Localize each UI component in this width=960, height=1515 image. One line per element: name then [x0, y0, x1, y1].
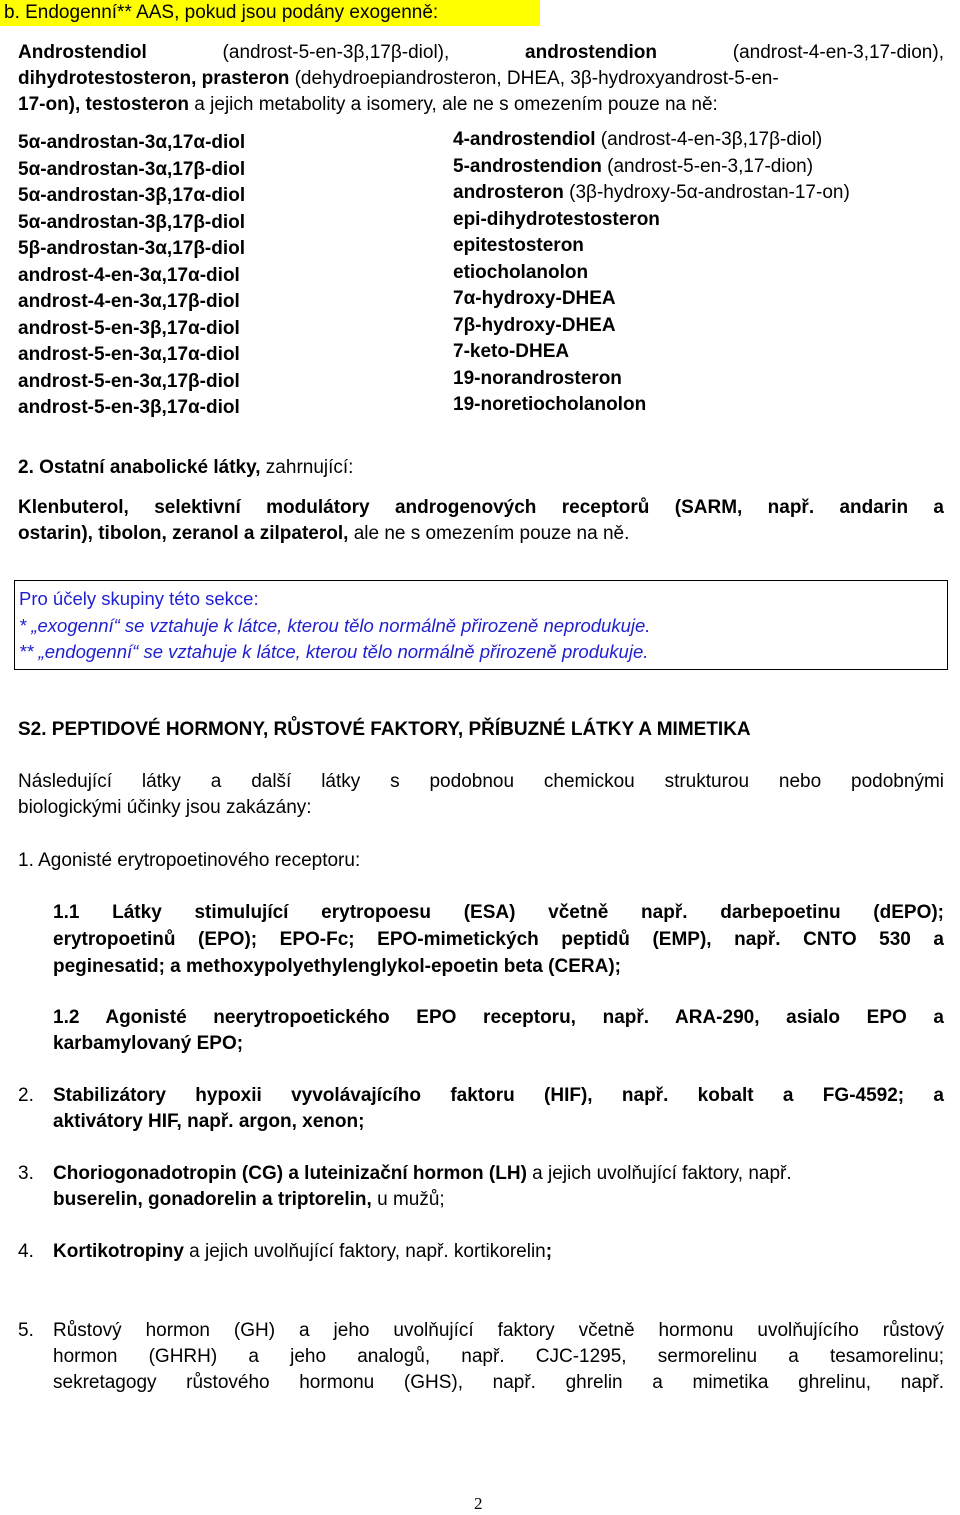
s2-item-1-1-line-3: peginesatid; a methoxypolyethylenglykol-epoetin beta (CERA); [53, 956, 621, 977]
intro-line-3 [18, 92, 718, 118]
right-compound-list [453, 127, 850, 419]
s2-intro-line-1: Následující látky a další látky s podobnou chemickou strukturou nebo podobnými [18, 771, 944, 792]
androstendiol-formula: (androst-5-en-3β,17β-diol), [222, 42, 450, 63]
compound-name: 4-androstendiol [453, 129, 596, 150]
intro-line-2 [18, 66, 779, 92]
page-number: 2 [474, 1494, 483, 1513]
section-2-title [18, 455, 353, 481]
section-2-title-bold: 2. Ostatní anabolické látky, [18, 457, 261, 478]
s2-item-3-line-1 [53, 1161, 792, 1187]
list-item: 5α-androstan-3α,17α-diol [18, 132, 246, 153]
list-item: 5α-androstan-3β,17α-diol [18, 185, 246, 206]
list-item [453, 260, 850, 287]
s2-item-3-number: 3. [18, 1163, 34, 1184]
note-line-1: Pro účely skupiny této sekce: [19, 588, 259, 609]
s2-item-2-number: 2. [18, 1085, 34, 1106]
compound-name: androsteron [453, 182, 564, 203]
s2-item-5-line-3: sekretagogy růstového hormonu (GHS), např. ghrelin a mimetika ghrelinu, např. [53, 1372, 944, 1393]
s2-item-4-bold: Kortikotropiny [53, 1241, 184, 1262]
section-2-para-bold: ostarin), tibolon, zeranol a zilpaterol, [18, 523, 349, 544]
s2-item-1-1-line-2: erytropoetinů (EPO); EPO-Fc; EPO-mimetických peptidů (EMP), např. CNTO 530 a [53, 929, 944, 950]
intro-line-2-normal: (dehydroepiandrosteron, DHEA, 3β-hydroxyandrost-5-en- [289, 68, 779, 89]
compound-name: 7β-hydroxy-DHEA [453, 314, 616, 336]
intro-line-1 [18, 40, 944, 66]
definitions-note-box [14, 580, 948, 670]
compound-name: etiocholanolon [453, 261, 589, 283]
s2-item-1-1-line-1: 1.1 Látky stimulující erytropoesu (ESA) včetně např. darbepoetinu (dEPO); [53, 902, 944, 923]
intro-line-3-normal: a jejich metabolity a isomery, ale ne s omezením pouze na ně: [189, 94, 718, 115]
s2-item-1: 1. Agonisté erytropoetinového receptoru: [18, 850, 361, 871]
s2-item-2-line-1: Stabilizátory hypoxii vyvolávajícího faktoru (HIF), např. kobalt a FG-4592; a [53, 1085, 944, 1106]
s2-item-4-line [53, 1239, 552, 1265]
s2-item-4-normal: a jejich uvolňující faktory, např. kortikorelin [183, 1241, 546, 1262]
s2-item-2-line-2: aktivátory HIF, např. argon, xenon; [53, 1111, 365, 1132]
list-item [453, 127, 850, 154]
s2-item-3-normal-2: u mužů; [371, 1189, 445, 1210]
note-line-2: * „exogenní“ se vztahuje k látce, kterou tělo normálně přirozeně neprodukuje. [19, 615, 651, 636]
s2-item-1-2-line-1: 1.2 Agonisté neerytropoetického EPO receptoru, např. ARA-290, asialo EPO a [53, 1007, 944, 1028]
s2-item-3-bold: Choriogonadotropin (CG) a luteinizační hormon (LH) [53, 1163, 527, 1184]
androstendion-formula: (androst-4-en-3,17-dion), [732, 42, 944, 63]
compound-name: 7-keto-DHEA [453, 341, 570, 362]
androstendiol-term: Androstendiol [18, 42, 147, 63]
compound-name: epi-dihydrotestosteron [453, 208, 660, 230]
list-item: androst-4-en-3α,17β-diol [18, 291, 240, 312]
list-item [453, 392, 850, 419]
list-item [453, 339, 850, 366]
left-compound-list [18, 130, 245, 422]
s2-item-4-end: ; [545, 1241, 553, 1262]
compound-name: 5-androstendion [453, 155, 602, 177]
list-item [453, 233, 850, 260]
heading-b: b. Endogenní** AAS, pokud jsou podány exogenně: [4, 2, 439, 23]
section-2-para-normal: ale ne s omezením pouze na ně. [348, 523, 630, 544]
s2-item-3-line-2 [53, 1187, 445, 1213]
intro-line-2-bold: dihydrotestosteron, prasteron [18, 68, 290, 89]
note-line-3: ** „endogenní“ se vztahuje k látce, kterou tělo normálně přirozeně produkuje. [19, 641, 649, 662]
s2-title: S2. PEPTIDOVÉ HORMONY, RŮSTOVÉ FAKTORY, PŘÍBUZNÉ LÁTKY A MIMETIKA [18, 719, 751, 740]
list-item [453, 286, 850, 313]
list-item: androst-4-en-3α,17α-diol [18, 264, 240, 286]
list-item: androst-5-en-3β,17α-diol [18, 397, 240, 418]
s2-intro-line-2: biologickými účinky jsou zakázány: [18, 797, 312, 818]
compound-name: 19-noretiocholanolon [453, 394, 647, 415]
list-item [453, 366, 850, 393]
section-2-para-line-1: Klenbuterol, selektivní modulátory androgenových receptorů (SARM, např. andarin a [18, 497, 944, 518]
list-item: 5α-androstan-3β,17β-diol [18, 211, 246, 233]
s2-item-4-number: 4. [18, 1241, 34, 1262]
list-item [453, 313, 850, 340]
s2-item-5-number: 5. [18, 1320, 34, 1341]
list-item: 5β-androstan-3α,17β-diol [18, 238, 246, 259]
section-2-title-normal: zahrnující: [260, 457, 354, 478]
intro-line-3-bold: 17-on), testosteron [18, 94, 190, 115]
compound-name: 7α-hydroxy-DHEA [453, 288, 616, 309]
s2-item-5-line-2: hormon (GHRH) a jeho analogů, např. CJC-1295, sermorelinu a tesamorelinu; [53, 1346, 944, 1367]
list-item [453, 180, 850, 207]
androstendion-term: androstendion [525, 42, 657, 63]
s2-item-3-normal: a jejich uvolňující faktory, např. [526, 1163, 792, 1184]
s2-item-3-bold-2: buserelin, gonadorelin a triptorelin, [53, 1189, 372, 1210]
list-item: 5α-androstan-3α,17β-diol [18, 158, 246, 180]
compound-formula: (androst-5-en-3,17-dion) [601, 155, 814, 177]
s2-item-5-line-1: Růstový hormon (GH) a jeho uvolňující faktory včetně hormonu uvolňujícího růstový [53, 1320, 944, 1341]
compound-name: epitestosteron [453, 235, 584, 256]
list-item [453, 207, 850, 234]
list-item: androst-5-en-3α,17β-diol [18, 370, 240, 392]
list-item: androst-5-en-3α,17α-diol [18, 344, 240, 365]
list-item [453, 154, 850, 181]
compound-name: 19-norandrosteron [453, 367, 622, 389]
s2-item-1-2-line-2: karbamylovaný EPO; [53, 1033, 244, 1054]
section-2-para-line-2 [18, 521, 629, 547]
compound-formula: (3β-hydroxy-5α-androstan-17-on) [563, 182, 850, 203]
list-item: androst-5-en-3β,17α-diol [18, 317, 240, 339]
compound-formula: (androst-4-en-3β,17β-diol) [595, 129, 823, 150]
